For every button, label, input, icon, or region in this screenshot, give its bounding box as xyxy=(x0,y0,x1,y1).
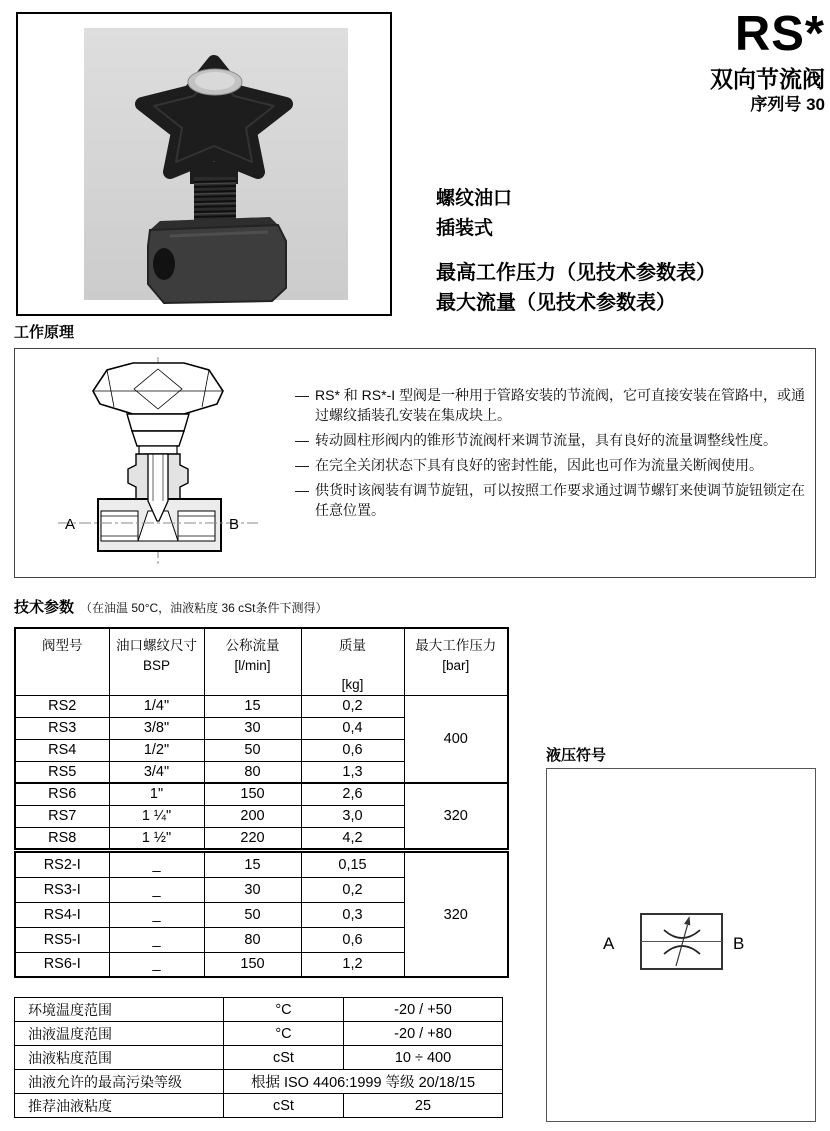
model-cell: RS4-I xyxy=(15,902,109,927)
value-cell: 4,2 xyxy=(301,827,404,849)
value-cell: 0,2 xyxy=(301,877,404,902)
column-header: 阀型号 xyxy=(15,628,109,695)
symbol-port-b-label: B xyxy=(733,934,745,953)
bullet-dash: — xyxy=(295,457,309,473)
doc-header xyxy=(710,8,825,114)
principle-bullet-list xyxy=(295,385,811,525)
value-cell: 30 xyxy=(204,877,301,902)
note-max-flow: 最大流量（见技术参数表） xyxy=(436,292,676,314)
hydraulic-symbol-title: 液压符号 xyxy=(546,747,607,764)
model-code: RS* xyxy=(734,7,825,61)
value-cell: 0,6 xyxy=(301,927,404,952)
value-cell: 3/8" xyxy=(109,717,204,739)
param-value-cell: °C xyxy=(224,1022,344,1046)
value-cell: 1 ¼" xyxy=(109,805,204,827)
feature-ports: 螺纹油口 xyxy=(436,188,513,209)
hydraulic-symbol-box xyxy=(546,768,816,1122)
feature-block xyxy=(436,184,716,318)
value-cell: 150 xyxy=(204,952,301,977)
model-cell: RS8 xyxy=(15,827,109,849)
value-cell: 30 xyxy=(204,717,301,739)
table-row xyxy=(15,1022,503,1046)
product-name: 双向节流阀 xyxy=(710,66,825,92)
value-cell: _ xyxy=(109,877,204,902)
value-cell: _ xyxy=(109,927,204,952)
bullet-dash: — xyxy=(295,432,309,448)
model-cell: RS2-I xyxy=(15,852,109,877)
value-cell: 0,4 xyxy=(301,717,404,739)
product-photo-frame xyxy=(16,12,392,316)
param-label-cell: 推荐油液粘度 xyxy=(15,1094,224,1118)
valve-section-diagram xyxy=(21,351,281,573)
working-principle-box xyxy=(14,348,816,578)
bullet-text: RS* 和 RS*-I 型阀是一种用于管路安装的节流阀，它可直接安装在管路中，或通过螺纹插装孔安装在集成块上。 xyxy=(315,387,806,423)
value-cell: 1,3 xyxy=(301,761,404,783)
value-cell: 0,15 xyxy=(301,852,404,877)
model-cell: RS7 xyxy=(15,805,109,827)
table-row xyxy=(15,1046,503,1070)
working-principle-title: 工作原理 xyxy=(14,324,75,341)
value-cell: 1" xyxy=(109,783,204,805)
series-number: 序列号 30 xyxy=(750,95,825,114)
value-cell: 3/4" xyxy=(109,761,204,783)
model-cell: RS6 xyxy=(15,783,109,805)
value-cell: 15 xyxy=(204,695,301,717)
bullet-dash: — xyxy=(295,482,309,498)
param-label-cell: 油液温度范围 xyxy=(15,1022,224,1046)
value-cell: 50 xyxy=(204,902,301,927)
value-cell: 50 xyxy=(204,739,301,761)
spec-table-rs xyxy=(14,627,509,850)
table-row xyxy=(15,1070,503,1094)
value-cell: 3,0 xyxy=(301,805,404,827)
note-max-pressure: 最高工作压力（见技术参数表） xyxy=(436,262,716,284)
valve-photo-illustration xyxy=(18,14,390,314)
param-value-cell: cSt xyxy=(224,1094,344,1118)
principle-bullet xyxy=(295,430,811,450)
model-cell: RS3 xyxy=(15,717,109,739)
param-value-cell: cSt xyxy=(224,1046,344,1070)
model-cell: RS2 xyxy=(15,695,109,717)
bullet-text: 转动圆柱形阀内的锥形节流阀杆来调节流量，具有良好的流量调整线性度。 xyxy=(315,432,777,448)
tech-params-title: 技术参数 xyxy=(14,599,75,616)
value-cell: 150 xyxy=(204,783,301,805)
bullet-text: 供货时该阀装有调节旋钮，可以按照工作要求通过调节螺钉来使调节旋钮锁定在任意位置。 xyxy=(315,482,805,518)
value-cell: 1 ½" xyxy=(109,827,204,849)
tech-params-note: （在油温 50°C，油液粘度 36 cSt条件下测得） xyxy=(80,601,328,615)
pressure-cell: 320 xyxy=(404,852,508,977)
symbol-port-a-label: A xyxy=(603,934,615,953)
param-label-cell: 油液允许的最高污染等级 xyxy=(15,1070,224,1094)
column-header: 最大工作压力 [bar] xyxy=(404,628,508,695)
value-cell: 1/2" xyxy=(109,739,204,761)
throttle-valve-symbol xyxy=(547,769,815,1121)
value-cell: _ xyxy=(109,952,204,977)
column-header: 质量 [kg] xyxy=(301,628,404,695)
param-value-cell: -20 / +80 xyxy=(344,1022,503,1046)
value-cell: 220 xyxy=(204,827,301,849)
feature-cartridge: 插装式 xyxy=(436,218,494,239)
model-cell: RS5-I xyxy=(15,927,109,952)
value-cell: 0,2 xyxy=(301,695,404,717)
column-header: 油口螺纹尺寸 BSP xyxy=(109,628,204,695)
param-label-cell: 环境温度范围 xyxy=(15,998,224,1022)
param-label-cell: 油液粘度范围 xyxy=(15,1046,224,1070)
table-row xyxy=(15,1094,503,1118)
param-value-cell: 根据 ISO 4406:1999 等级 20/18/15 xyxy=(224,1070,503,1094)
value-cell: 200 xyxy=(204,805,301,827)
model-cell: RS6-I xyxy=(15,952,109,977)
column-header: 公称流量 [l/min] xyxy=(204,628,301,695)
model-cell: RS4 xyxy=(15,739,109,761)
principle-bullet xyxy=(295,480,811,520)
table-row xyxy=(15,852,508,877)
value-cell: 0,3 xyxy=(301,902,404,927)
value-cell: _ xyxy=(109,852,204,877)
port-hole xyxy=(153,248,175,280)
pressure-cell: 400 xyxy=(404,695,508,783)
fluid-conditions-table xyxy=(14,997,503,1118)
principle-bullet xyxy=(295,455,811,475)
model-cell: RS3-I xyxy=(15,877,109,902)
value-cell: 2,6 xyxy=(301,783,404,805)
spec-table-rs-i xyxy=(14,851,509,978)
value-cell: 1,2 xyxy=(301,952,404,977)
value-cell: _ xyxy=(109,902,204,927)
param-value-cell: -20 / +50 xyxy=(344,998,503,1022)
value-cell: 80 xyxy=(204,761,301,783)
value-cell: 15 xyxy=(204,852,301,877)
value-cell: 0,6 xyxy=(301,739,404,761)
table-row xyxy=(15,695,508,717)
param-value-cell: 10 ÷ 400 xyxy=(344,1046,503,1070)
value-cell: 1/4" xyxy=(109,695,204,717)
bullet-dash: — xyxy=(295,387,309,403)
principle-bullet xyxy=(295,385,811,425)
value-cell: 80 xyxy=(204,927,301,952)
tech-params-heading xyxy=(14,596,328,617)
table-row xyxy=(15,998,503,1022)
param-value-cell: 25 xyxy=(344,1094,503,1118)
model-cell: RS5 xyxy=(15,761,109,783)
diagram-port-a-label: A xyxy=(65,516,76,533)
param-value-cell: °C xyxy=(224,998,344,1022)
table-row xyxy=(15,783,508,805)
diagram-port-b-label: B xyxy=(229,516,240,533)
bullet-text: 在完全关闭状态下具有良好的密封性能，因此也可作为流量关断阀使用。 xyxy=(315,457,763,473)
pressure-cell: 320 xyxy=(404,783,508,849)
